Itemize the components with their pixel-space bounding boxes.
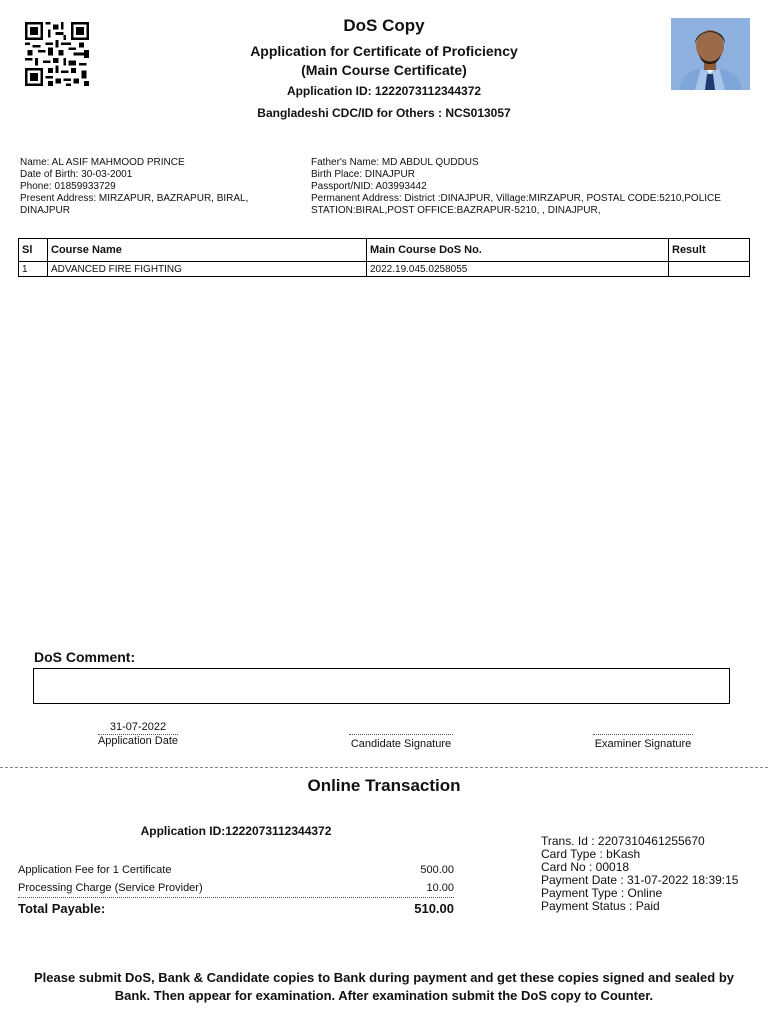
applicant-permanent-address: Permanent Address: District :DINAJPUR, Village:MIRZAPUR, POSTAL CODE:5210,POLICE STATION:BIRAL,POST OFFICE:BAZRAPUR-5210, , DINAJPUR, (311, 193, 721, 216)
table-row (19, 262, 750, 277)
total-payable-label: Total Payable: (18, 900, 106, 916)
card-no: Card No : 00018 (541, 860, 630, 874)
applicant-phone: Phone: 01859933729 (20, 181, 116, 192)
application-id: Application ID: 1222073112344372 (286, 84, 482, 98)
payment-date: Payment Date : 31-07-2022 18:39:15 (541, 873, 739, 887)
cdc-id: Bangladeshi CDC/ID for Others : NCS013057 (257, 106, 511, 120)
examiner-signature-block (580, 721, 706, 750)
candidate-signature-block (330, 721, 472, 750)
course-table-header (19, 239, 750, 262)
candidate-signature-line (349, 721, 453, 735)
examiner-signature-label: Examiner Signature (594, 738, 692, 750)
cell-course-name: ADVANCED FIRE FIGHTING (48, 262, 367, 277)
col-sl: Sl (19, 239, 48, 262)
document-title: DoS Copy (343, 16, 425, 35)
examiner-signature-line (593, 721, 693, 735)
applicant-passport: Passport/NID: A03993442 (311, 181, 427, 192)
fee-amount: 10.00 (426, 882, 454, 894)
col-course-name: Course Name (48, 239, 367, 262)
payment-type: Payment Type : Online (541, 886, 663, 900)
application-date-label: Application Date (97, 735, 179, 747)
certificate-type: (Main Course Certificate) (301, 62, 467, 78)
trans-id: Trans. Id : 2207310461255670 (541, 834, 705, 848)
dos-comment-label: DoS Comment: (34, 649, 136, 665)
transaction-title: Online Transaction (307, 776, 461, 795)
dos-comment-box (33, 668, 730, 704)
applicant-info-right (311, 157, 751, 217)
fee-amount: 500.00 (420, 864, 454, 876)
course-table (18, 238, 750, 277)
fee-summary (18, 861, 454, 917)
application-date-block (88, 721, 188, 747)
cell-sl: 1 (19, 262, 48, 277)
fee-label: Application Fee for 1 Certificate (18, 864, 172, 876)
transaction-details (541, 835, 738, 913)
submission-instructions: Please submit DoS, Bank & Candidate copies to Bank during payment and get these copies signed and sealed by Bank. Then appear for examination. After examination submit the DoS copy to Counter. (33, 970, 734, 1003)
card-type: Card Type : bKash (541, 847, 641, 861)
fee-row (18, 879, 454, 897)
col-dos-no: Main Course DoS No. (367, 239, 669, 262)
candidate-signature-label: Candidate Signature (350, 738, 452, 750)
applicant-name: Name: AL ASIF MAHMOOD PRINCE (20, 157, 185, 168)
transaction-application-id: Application ID:1222073112344372 (140, 824, 332, 838)
payment-status: Payment Status : Paid (541, 899, 660, 913)
cut-line-divider (0, 767, 768, 768)
cell-dos-no: 2022.19.045.0258055 (367, 262, 669, 277)
applicant-birth-place: Birth Place: DINAJPUR (311, 169, 415, 180)
fee-row (18, 861, 454, 879)
fee-label: Processing Charge (Service Provider) (18, 882, 203, 894)
applicant-father-name: Father's Name: MD ABDUL QUDDUS (311, 157, 479, 168)
application-date-value: 31-07-2022 (98, 721, 178, 735)
applicant-present-address: Present Address: MIRZAPUR, BAZRAPUR, BIRAL, DINAJPUR (20, 193, 249, 216)
applicant-info-left (20, 157, 295, 217)
total-payable-row (18, 897, 454, 917)
total-payable-amount: 510.00 (414, 900, 454, 916)
application-type: Application for Certificate of Proficiency (250, 43, 518, 59)
applicant-dob: Date of Birth: 30-03-2001 (20, 169, 133, 180)
col-result: Result (669, 239, 750, 262)
cell-result (669, 262, 750, 277)
